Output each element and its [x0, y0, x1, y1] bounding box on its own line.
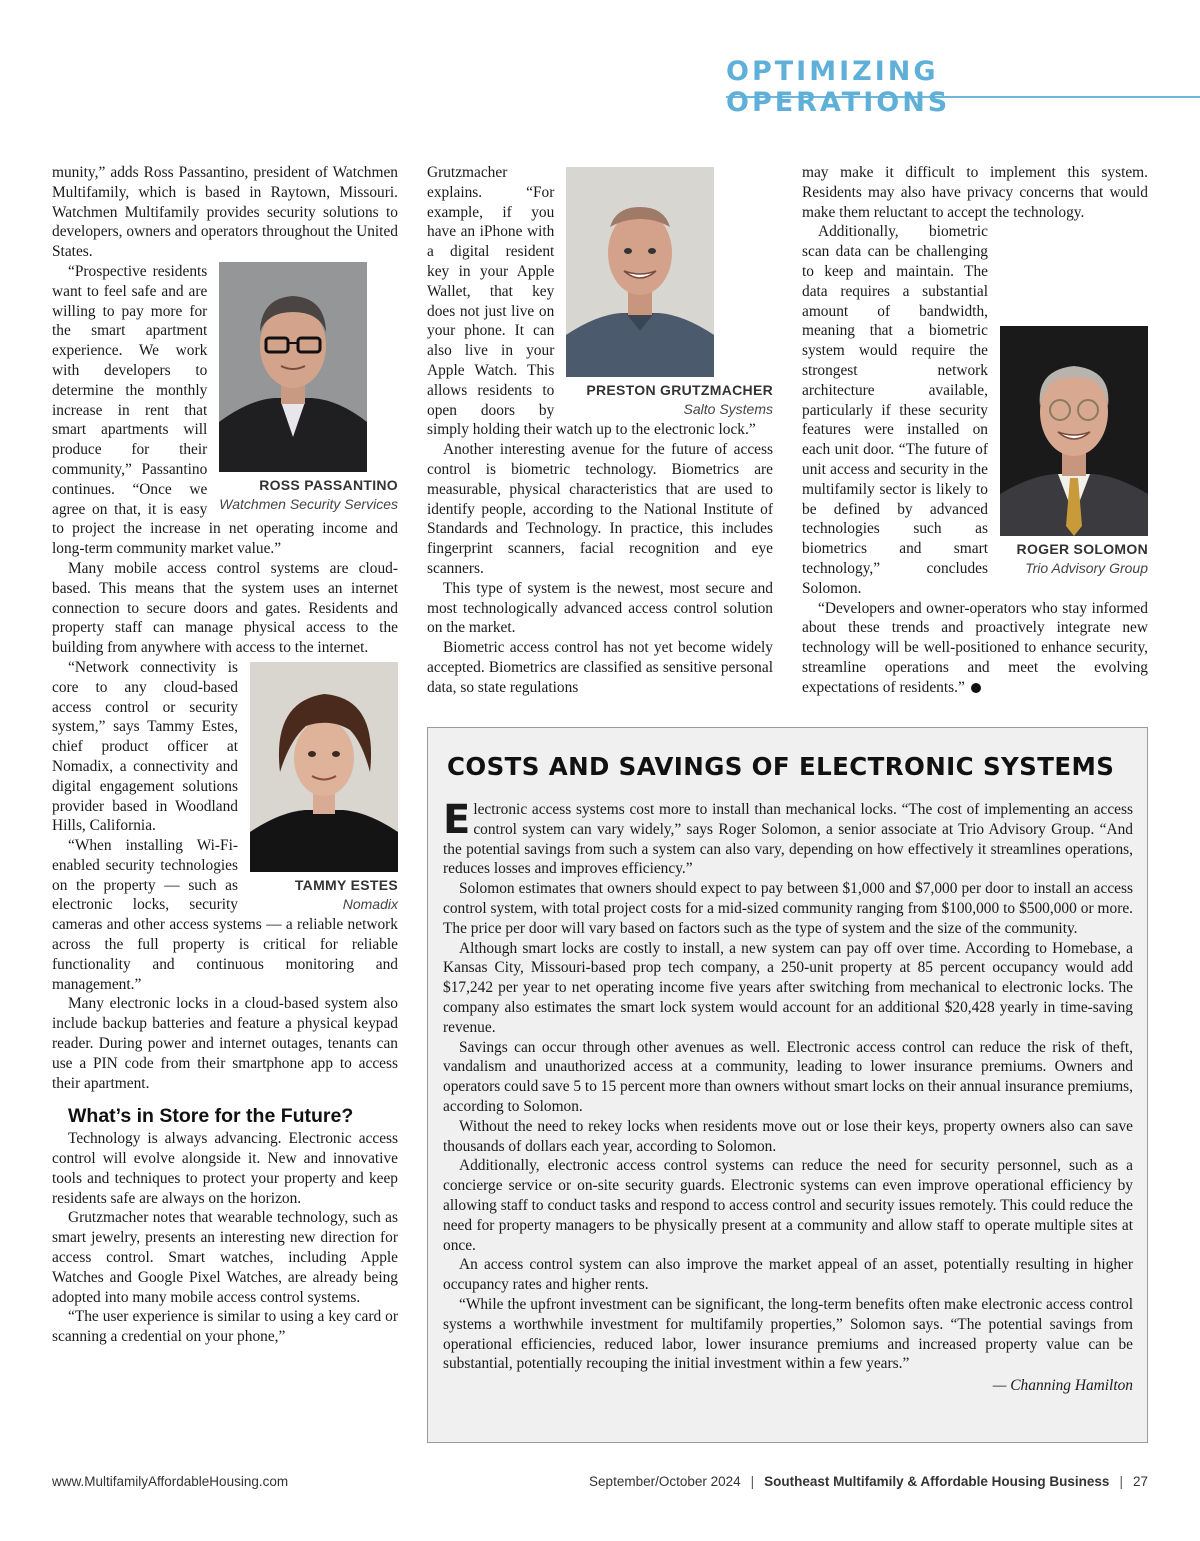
paragraph: Many mobile access control systems are cloud-based. This means that the system uses an internet connection to secure doors and gates. Residents and property staff can manage physical access to the building from anywhere with access to the internet.: [52, 559, 398, 657]
caption-organization: Watchmen Security Services: [219, 495, 398, 512]
column-1: [52, 163, 398, 1347]
end-mark-icon: [971, 683, 981, 693]
drop-cap: E: [443, 797, 471, 843]
paragraph: “Prospective residents want to feel safe and are willing to pay more for the smart apartment experience. We work with developers to determine the monthly increase in rent that smart apartments will produce for their community,” Passantino continues. “Once we agree on that, it is easy to project the increase in net operating income and long-term community market value.”: [52, 262, 398, 558]
footer-info: [589, 1474, 1148, 1489]
footer-date: September/October 2024: [589, 1474, 741, 1489]
caption-organization: Salto Systems: [683, 401, 773, 417]
page-number: 27: [1132, 1474, 1148, 1489]
portrait-photo: [1000, 326, 1148, 536]
paragraph: Savings can occur through other avenues as well. Electronic access control can reduce the risk of theft, vandalism and unauthorized access at a community, leading to lower insurance premiums. Owners and operators could save 5 to 15 percent more than owners without smart locks on their annual insurance premiums, according to Solomon.: [443, 1038, 1133, 1115]
subheading: What’s in Store for the Future?: [68, 1105, 354, 1128]
portrait-photo: [566, 167, 714, 377]
paragraph: Biometric access control has not yet become widely accepted. Biometrics are classified as sensitive personal data, so state regulations: [427, 639, 773, 696]
sidebar-body: [443, 797, 1133, 1396]
paragraph: munity,” adds Ross Passantino, president of Watchmen Multifamily, which is based in Raytown, Missouri. Watchmen Multifamily provides security solutions to developers, owners and operators throughout the United States.: [52, 164, 398, 261]
paragraph: Solomon estimates that owners should expect to pay between $1,000 and $7,000 per door to install an access control system, with total project costs for a mid-sized community ranging from $100,000 to $500,000 or more. The price per door will vary based on factors such as the type of system and the size of the community.: [443, 880, 1133, 937]
separator: |: [1119, 1474, 1123, 1489]
paragraph: Without the need to rekey locks when residents move out or lose their keys, property owners also can save thousands of dollars each year, according to Solomon.: [443, 1117, 1133, 1155]
paragraph: “Network connectivity is core to any cloud-based access control or security system,” says Tammy Estes, chief product officer at Nomadix, a connectivity and digital engagement solutions provider based in Woodland Hills, California.: [52, 658, 238, 835]
sidebar-box: [427, 727, 1148, 1443]
portrait-photo: [219, 262, 367, 472]
paragraph: Grutzmacher notes that wearable technology, such as smart jewelry, presents an interesting new direction for access control. Smart watches, including Apple Watches and Google Pixel Watches, are already being adopted into many mobile access control systems.: [52, 1209, 398, 1306]
paragraph: “While the upfront investment can be significant, the long-term benefits often make electronic access control systems a worthwhile investment for multifamily properties,” Solomon says. “The potential savings from operational efficiencies, reduced labor, lower insurance premiums and increased property value can be substantial, potentially recouping the initial investment within a few years.”: [443, 1295, 1133, 1373]
sidebar-title: COSTS AND SAVINGS OF ELECTRONIC SYSTEMS: [447, 752, 1115, 781]
paragraph: An access control system can also improve the market appeal of an asset, potentially resulting in higher occupancy rates and higher rents.: [443, 1256, 1133, 1294]
paragraph: may make it difficult to implement this system. Residents may also have privacy concerns that would make them reluctant to accept the technology.: [802, 164, 1148, 221]
paragraph: Technology is always advancing. Electronic access control will evolve alongside it. New and innovative tools and techniques to protect your property and keep residents safe are always on the horizon.: [52, 1130, 398, 1207]
paragraph-text: “Developers and owner-operators who stay informed about these trends and proactively integrate new technology will be well-positioned to enhance security, streamline operations and meet the evolving expectations of residents.”: [802, 599, 1148, 696]
footer-publication: Southeast Multifamily & Affordable Housing Business: [764, 1474, 1110, 1489]
paragraph: Although smart locks are costly to install, a new system can pay off over time. According to Homebase, a Kansas City, Missouri-based prop tech company, a 250-unit property at 85 percent occupancy would add $17,242 per year to net operating income five years after switching from mechanical to electronic locks. The company also estimates the smart lock system would account for an additional $20,428 yearly in time-saving revenue.: [443, 939, 1133, 1036]
caption-name: ROSS PASSANTINO: [259, 476, 398, 493]
caption-name: TAMMY ESTES: [294, 876, 398, 893]
separator: |: [750, 1474, 755, 1489]
paragraph: Additionally, electronic access control systems can reduce the need for security personnel, such as a concierge service or on-site security guards. Electronic systems can even improve operational efficiency by allowing staff to conduct tasks and respond to access control and security issues remotely. This could reduce the need for property managers to be physically present at a community and allow staff to operate multiple sites at once.: [443, 1157, 1133, 1254]
paragraph: [802, 599, 1148, 698]
paragraph-text: lectronic access systems cost more to install than mechanical locks. “The cost of implementing an access control system can vary widely,” says Roger Solomon, a senior associate at Trio Advisory Group. “And the potential savings from such a system can also vary, depending on how effectively it streamlines operations, reduces losses and improves efficiency.”: [443, 801, 1133, 878]
photo-figure-preston-grutzmacher: [566, 167, 773, 419]
caption-name: ROGER SOLOMON: [1016, 541, 1148, 558]
paragraph: Another interesting avenue for the future of access control is biometric technology. Biometrics are measurable, physical characteristics that are used to identify people, according to the National Institute of Standards and Technology. In practice, this includes fingerprint scanners, facial recognition and eye scanners.: [427, 441, 773, 577]
footer-url-text[interactable]: www.MultifamilyAffordableHousing.com: [52, 1474, 289, 1489]
photo-figure-tammy-estes: [250, 662, 398, 914]
section-title: OPTIMIZING OPERATIONS: [726, 56, 951, 118]
photo-figure-roger-solomon: [1000, 326, 1148, 578]
paragraph: “The user experience is similar to using a key card or scanning a credential on your phone,”: [52, 1308, 398, 1346]
byline: — Channing Hamilton: [992, 1377, 1133, 1395]
footer-url[interactable]: [52, 1474, 288, 1489]
caption-organization: Trio Advisory Group: [1025, 560, 1148, 577]
paragraph: [443, 797, 1133, 879]
column-3: [802, 163, 1148, 698]
section-tag: [726, 54, 1200, 118]
paragraph: Grutzmacher explains. “For example, if you have an iPhone with a digital resident key in your Apple Wallet, that key does not just live on your phone. It can also live in your Apple Watch. This allows residents to open doors by simply holding their watch up to the electronic lock.”: [427, 164, 756, 439]
caption-name: PRESTON GRUTZMACHER: [586, 382, 773, 398]
paragraph: Many electronic locks in a cloud-based system also include backup batteries and feature a physical keypad reader. During power and internet outages, tenants can use a PIN code from their smartphone app to access their apartment.: [52, 995, 398, 1092]
paragraph: Additionally, biometric scan data can be challenging to keep and maintain. The data requires a substantial amount of bandwidth, meaning that a biometric system would require the strongest network architecture available, particularly if these security features were installed on each unit door. “The future of unit access and security in the multifamily sector is likely to be defined by advanced technologies such as biometrics and smart technology,” concludes Solomon.: [802, 223, 988, 597]
caption-organization: Nomadix: [342, 895, 398, 912]
photo-figure-ross-passantino: [219, 262, 398, 514]
portrait-photo: [250, 662, 398, 872]
paragraph: This type of system is the newest, most secure and most technologically advanced access control solution on the market.: [427, 579, 773, 637]
column-2: [427, 163, 773, 698]
paragraph: “When installing Wi-Fi-enabled security technologies on the property — such as electronic locks, security cameras and other access systems — a reliable network across the full property is critical for reliable functionality and continuous monitoring and management.”: [52, 837, 398, 993]
